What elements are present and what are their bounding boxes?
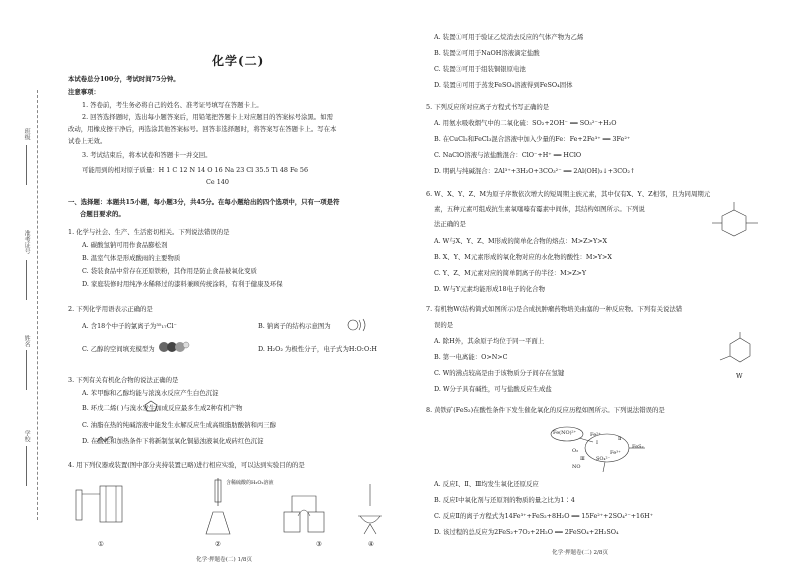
- q2-option-d: D. H₂O₂ 为极性分子，电子式为H:O:O:H: [258, 345, 377, 353]
- q7-option-a: A. 除H外，其余原子均位于同一平面上: [434, 337, 545, 345]
- q6-structure-figure: [706, 200, 776, 250]
- sodium-ion-diagram-icon: [347, 318, 371, 332]
- q2-option-b: B. 钠离子的结构示意图为: [258, 322, 331, 330]
- binding-margin: [0, 0, 55, 576]
- q6-option-d: D. W与Y元素均能形成18电子的化合物: [434, 285, 545, 293]
- cyclopentadiene-icon: [144, 400, 158, 412]
- q4-stem: 4. 用下列仪器或装置(图中部分夹持装置已略)进行相应实验，可以达到实验目的的是: [68, 461, 305, 469]
- q4-option-c: C. 装置③可用于组装铜银原电池: [434, 65, 526, 73]
- q1-stem: 1. 化学与社会、生产、生活密切相关。下列说法错误的是: [68, 228, 230, 236]
- notice-3: 3. 考试结束后，将本试卷和答题卡一并交回。: [82, 151, 212, 159]
- q8-species-so4: SO₄²⁻: [596, 456, 611, 462]
- q8-stem: 8. 黄铁矿(FeS₂)在酸性条件下发生催化氧化的反应历程如图所示。下列说法错误的是: [426, 406, 665, 414]
- q4-label-1: ①: [98, 540, 104, 548]
- q6-stem-3: 法正确的是: [434, 220, 466, 228]
- ethanol-model-icon: [158, 339, 190, 355]
- q7-stem-2: 误的是: [434, 321, 454, 329]
- q5-option-d: D. 明矾与纯碱混合：2Al³⁺+3H₂O+3CO₃²⁻ ══ 2Al(OH)₃↓+3CO₂↑: [434, 167, 636, 175]
- section1-heading: 一、选择题：本题共15小题，每小题3分，共45分。在每小题给出的四个选项中，只有一项是符: [68, 198, 340, 206]
- footer-right: 化学·押题卷(二) 2/8页: [552, 550, 609, 556]
- q7-molecule-label: W: [736, 372, 743, 380]
- sidebar-field-name: [26, 350, 27, 390]
- q7-stem-1: 7. 有机物W(结构简式如图所示)是合成抗肿瘤药物培美曲塞的一种反应物。下列有关说法错: [426, 305, 683, 313]
- q1-option-a: A. 碳酸氢钠可用作食品膨松剂: [82, 241, 168, 249]
- q7-option-b: B. 第一电离能：O>N>C: [434, 353, 508, 361]
- q8-option-d: D. 该过程的总反应为2FeS₂+7O₂+2H₂O ══ 2FeSO₄+2H₂SO₄: [434, 528, 619, 536]
- q4-label-2: ②: [215, 540, 221, 548]
- sidebar-label-school: 学校: [23, 430, 31, 442]
- score-info: 本试卷总分100分，考试时间75分钟。: [68, 75, 180, 83]
- q1-option-c: C. 袋装食品中常存在还原铁粉，其作用是防止食品被氧化变质: [82, 267, 257, 275]
- sidebar-field-examno: [26, 260, 27, 300]
- q6-option-c: C. Y、Z、M元素对应的简单阴离子的半径：M>Z>Y: [434, 269, 587, 277]
- q4-option-b: B. 装置②可用于NaOH溶液滴定盐酸: [434, 49, 540, 57]
- q8-species-fe-no: Fe(NO)²⁺: [553, 430, 577, 436]
- notice-2c: 试卷上无效。: [68, 137, 107, 145]
- q4-apparatus-figure: [70, 476, 400, 548]
- q7-molecule-figure: [712, 332, 772, 372]
- q3-option-d: D. 在酸性和加热条件下将新制氢氧化铜悬浊液氧化成砖红色沉淀: [82, 437, 264, 445]
- q2-option-a: A. 含18个中子的氯离子为³⁵₁₇Cl⁻: [82, 322, 177, 330]
- sidebar-label-name: 姓名: [23, 335, 31, 347]
- q3-stem: 3. 下列有关有机化合物的说法正确的是: [68, 376, 179, 384]
- q7-option-c: C. W的沸点较高是由于该物质分子间存在氢键: [434, 369, 565, 377]
- notice-2b: 改动，用橡皮擦干净后，再选涂其他答案标号。回答非选择题时，将答案写在答题卡上。写在本: [68, 125, 337, 133]
- q8-step-3: Ⅲ: [580, 456, 585, 462]
- q4-option-a: A. 装置①可用于验证乙烷消去反应的气体产物为乙烯: [434, 33, 584, 41]
- q8-step-1: Ⅰ: [596, 440, 598, 446]
- notice-2a: 2. 回答选择题时，选出每小题答案后，用铅笔把答题卡上对应题目的答案标号涂黑。如需: [82, 113, 333, 121]
- q6-option-b: B. X、Y、M元素形成的氧化物对应的水化物的酸性：M>Y>X: [434, 253, 612, 261]
- q4-figure-caption: 含稀硫酸的H₂O₂溶液: [226, 480, 274, 486]
- sidebar-field-school: [26, 446, 27, 486]
- q2-stem: 2. 下列化学用语表示正确的是: [68, 305, 153, 313]
- q8-option-a: A. 反应Ⅰ、Ⅱ、Ⅲ均发生氧化还原反应: [434, 480, 539, 488]
- binding-dashed-line: [37, 90, 38, 520]
- q4-label-3: ③: [316, 540, 322, 548]
- page-title: 化学(二): [212, 54, 265, 68]
- q8-option-c: C. 反应Ⅱ的离子方程式为14Fe³⁺+FeS₂+8H₂O ══ 15Fe²⁺+2SO₄²⁻+16H⁺: [434, 512, 654, 520]
- q4-option-d: D. 装置④可用于蒸发FeSO₄溶液得到FeSO₄固体: [434, 81, 573, 89]
- q3-option-c: C. 油脂在热的纯碱溶液中能发生水解反应生成高级脂肪酸钠和丙三醇: [82, 421, 277, 429]
- q4-label-4: ④: [368, 540, 374, 548]
- section1-heading-cont: 合题目要求的。: [80, 210, 125, 218]
- q8-species-fe3: Fe³⁺: [610, 450, 621, 456]
- atomic-masses: 可能用到的相对原子质量：H 1 C 12 N 14 O 16 Na 23 Cl 35.5 Ti 48 Fe 56: [82, 166, 309, 174]
- atomic-masses-ce: Ce 140: [206, 178, 229, 186]
- q8-species-fes2: FeS₂: [632, 444, 644, 450]
- q5-stem: 5. 下列反应所对应离子方程式书写正确的是: [426, 103, 550, 111]
- q7-option-d: D. W分子具有碱性，可与盐酸反应生成盐: [434, 385, 552, 393]
- q8-species-o2: O₂: [572, 448, 579, 454]
- q3-option-b: B. 环戊二烯( )与溴水发生加成反应最多生成2种有机产物: [82, 404, 243, 412]
- aldehyde-structure-icon: [96, 434, 114, 444]
- sidebar-label-examno: 准考证号: [23, 230, 31, 254]
- footer-left: 化学·押题卷(二) 1/8页: [196, 557, 253, 563]
- q6-stem-2: 素，五种元素可组成抗生素氧噻嗪有霉素中间体，其结构如图所示。下列说: [434, 205, 645, 213]
- notice-1: 1. 答卷前，考生务必将自己的姓名、准考证号填写在答题卡上。: [82, 101, 263, 109]
- q8-species-no: NO: [572, 464, 581, 470]
- q6-stem-1: 6. W、X、Y、Z、M为原子序数依次增大的短周期主族元素，其中仅有X、Y、Z相邻，且为同周期元: [426, 190, 711, 198]
- q5-option-a: A. 用氨水吸收烟气中的二氧化硫：SO₂+2OH⁻ ══ SO₃²⁻+H₂O: [434, 119, 617, 127]
- notice-title: 注意事项：: [68, 88, 100, 96]
- q8-option-b: B. 反应Ⅰ中氧化剂与还原剂的物质的量之比为1∶4: [434, 496, 575, 504]
- q8-species-fe2: Fe²⁺: [590, 432, 601, 438]
- q1-option-b: B. 温室气体是形成酸雨的主要物质: [82, 254, 181, 262]
- sidebar-label-class: 班级: [23, 128, 31, 140]
- q3-option-a: A. 苯甲醇和乙醇均能与浓溴水反应产生白色沉淀: [82, 389, 219, 397]
- q5-option-c: C. NaClO溶液与浓盐酸混合：ClO⁻+H⁺ ══ HClO: [434, 151, 582, 159]
- q8-step-2: Ⅱ: [618, 436, 622, 442]
- q5-option-b: B. 在CuCl₂和FeCl₃混合溶液中加入少量的Fe：Fe+2Fe³⁺ ══ 3Fe²⁺: [434, 135, 631, 143]
- q6-option-a: A. W与X、Y、Z、M形成的简单化合物的熔点：M>Z>Y>X: [434, 237, 608, 245]
- q2-option-c: C. 乙醇的空间填充模型为: [82, 345, 155, 353]
- sidebar-field-class: [26, 145, 27, 185]
- q1-option-d: D. 家庭装修时用纯净水稀释过的漆料兼顾传统涂料，有利于健康及环保: [82, 280, 283, 288]
